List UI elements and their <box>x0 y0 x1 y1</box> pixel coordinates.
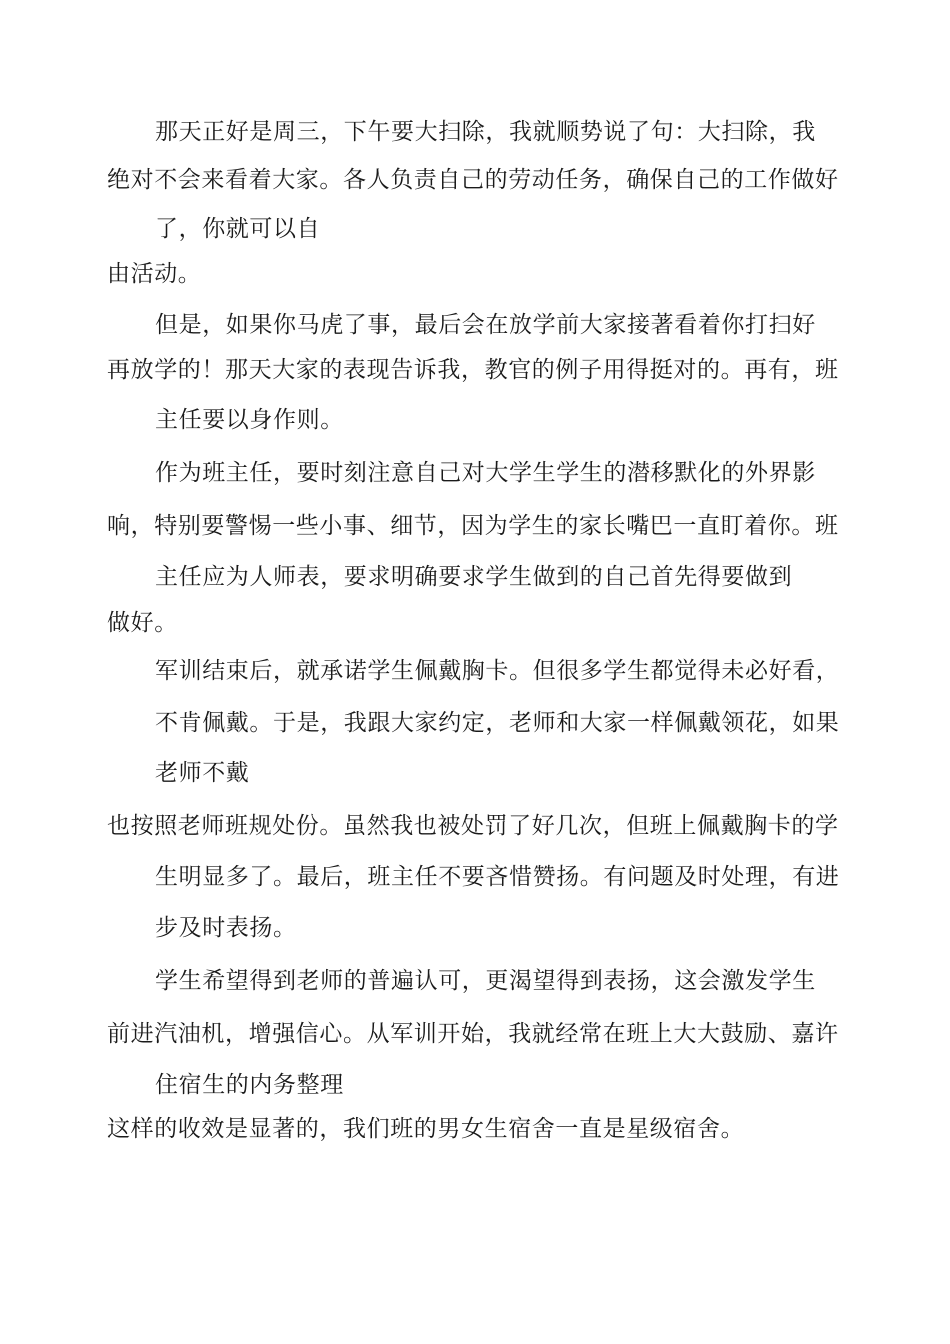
text-line: 生明显多了。最后，班主任不要吝惜赞扬。有问题及时处理，有进 <box>155 864 840 890</box>
text-line: 做好。 <box>107 610 178 636</box>
text-line: 前进汽油机，增强信心。从军训开始，我就经常在班上大大鼓励、嘉许 <box>107 1021 839 1047</box>
text-line: 由活动。 <box>107 261 202 287</box>
text-line: 再放学的！那天大家的表现告诉我，教官的例子用得挺对的。再有，班 <box>107 357 839 383</box>
text-line: 响，特别要警惕一些小事、细节，因为学生的家长嘴巴一直盯着你。班 <box>107 513 839 539</box>
text-line: 作为班主任，要时刻注意自己对大学生学生的潜移默化的外界影 <box>155 460 816 486</box>
text-line: 主任要以身作则。 <box>155 407 344 433</box>
text-line: 住宿生的内务整理 <box>155 1072 344 1098</box>
text-line: 也按照老师班规处份。虽然我也被处罚了好几次，但班上佩戴胸卡的学 <box>107 813 839 839</box>
text-line: 步及时表扬。 <box>155 915 297 941</box>
text-line: 老师不戴 <box>155 760 250 786</box>
text-line: 那天正好是周三，下午要大扫除，我就顺势说了句：大扫除，我 <box>155 119 816 145</box>
text-line: 这样的收效是显著的，我们班的男女生宿舍一直是星级宿舍。 <box>107 1116 745 1142</box>
text-line: 绝对不会来看着大家。各人负责自己的劳动任务，确保自己的工作做好 <box>107 167 839 193</box>
text-line: 主任应为人师表，要求明确要求学生做到的自己首先得要做到 <box>155 564 793 590</box>
text-line: 军训结束后，就承诺学生佩戴胸卡。但很多学生都觉得未必好看， <box>155 658 840 684</box>
text-line: 但是，如果你马虎了事，最后会在放学前大家接著看着你打扫好 <box>155 312 816 338</box>
text-line: 学生希望得到老师的普遍认可，更渴望得到表扬，这会激发学生 <box>155 968 816 994</box>
text-line: 不肯佩戴。于是，我跟大家约定，老师和大家一样佩戴领花，如果 <box>155 710 840 736</box>
text-line: 了，你就可以自 <box>155 216 321 242</box>
